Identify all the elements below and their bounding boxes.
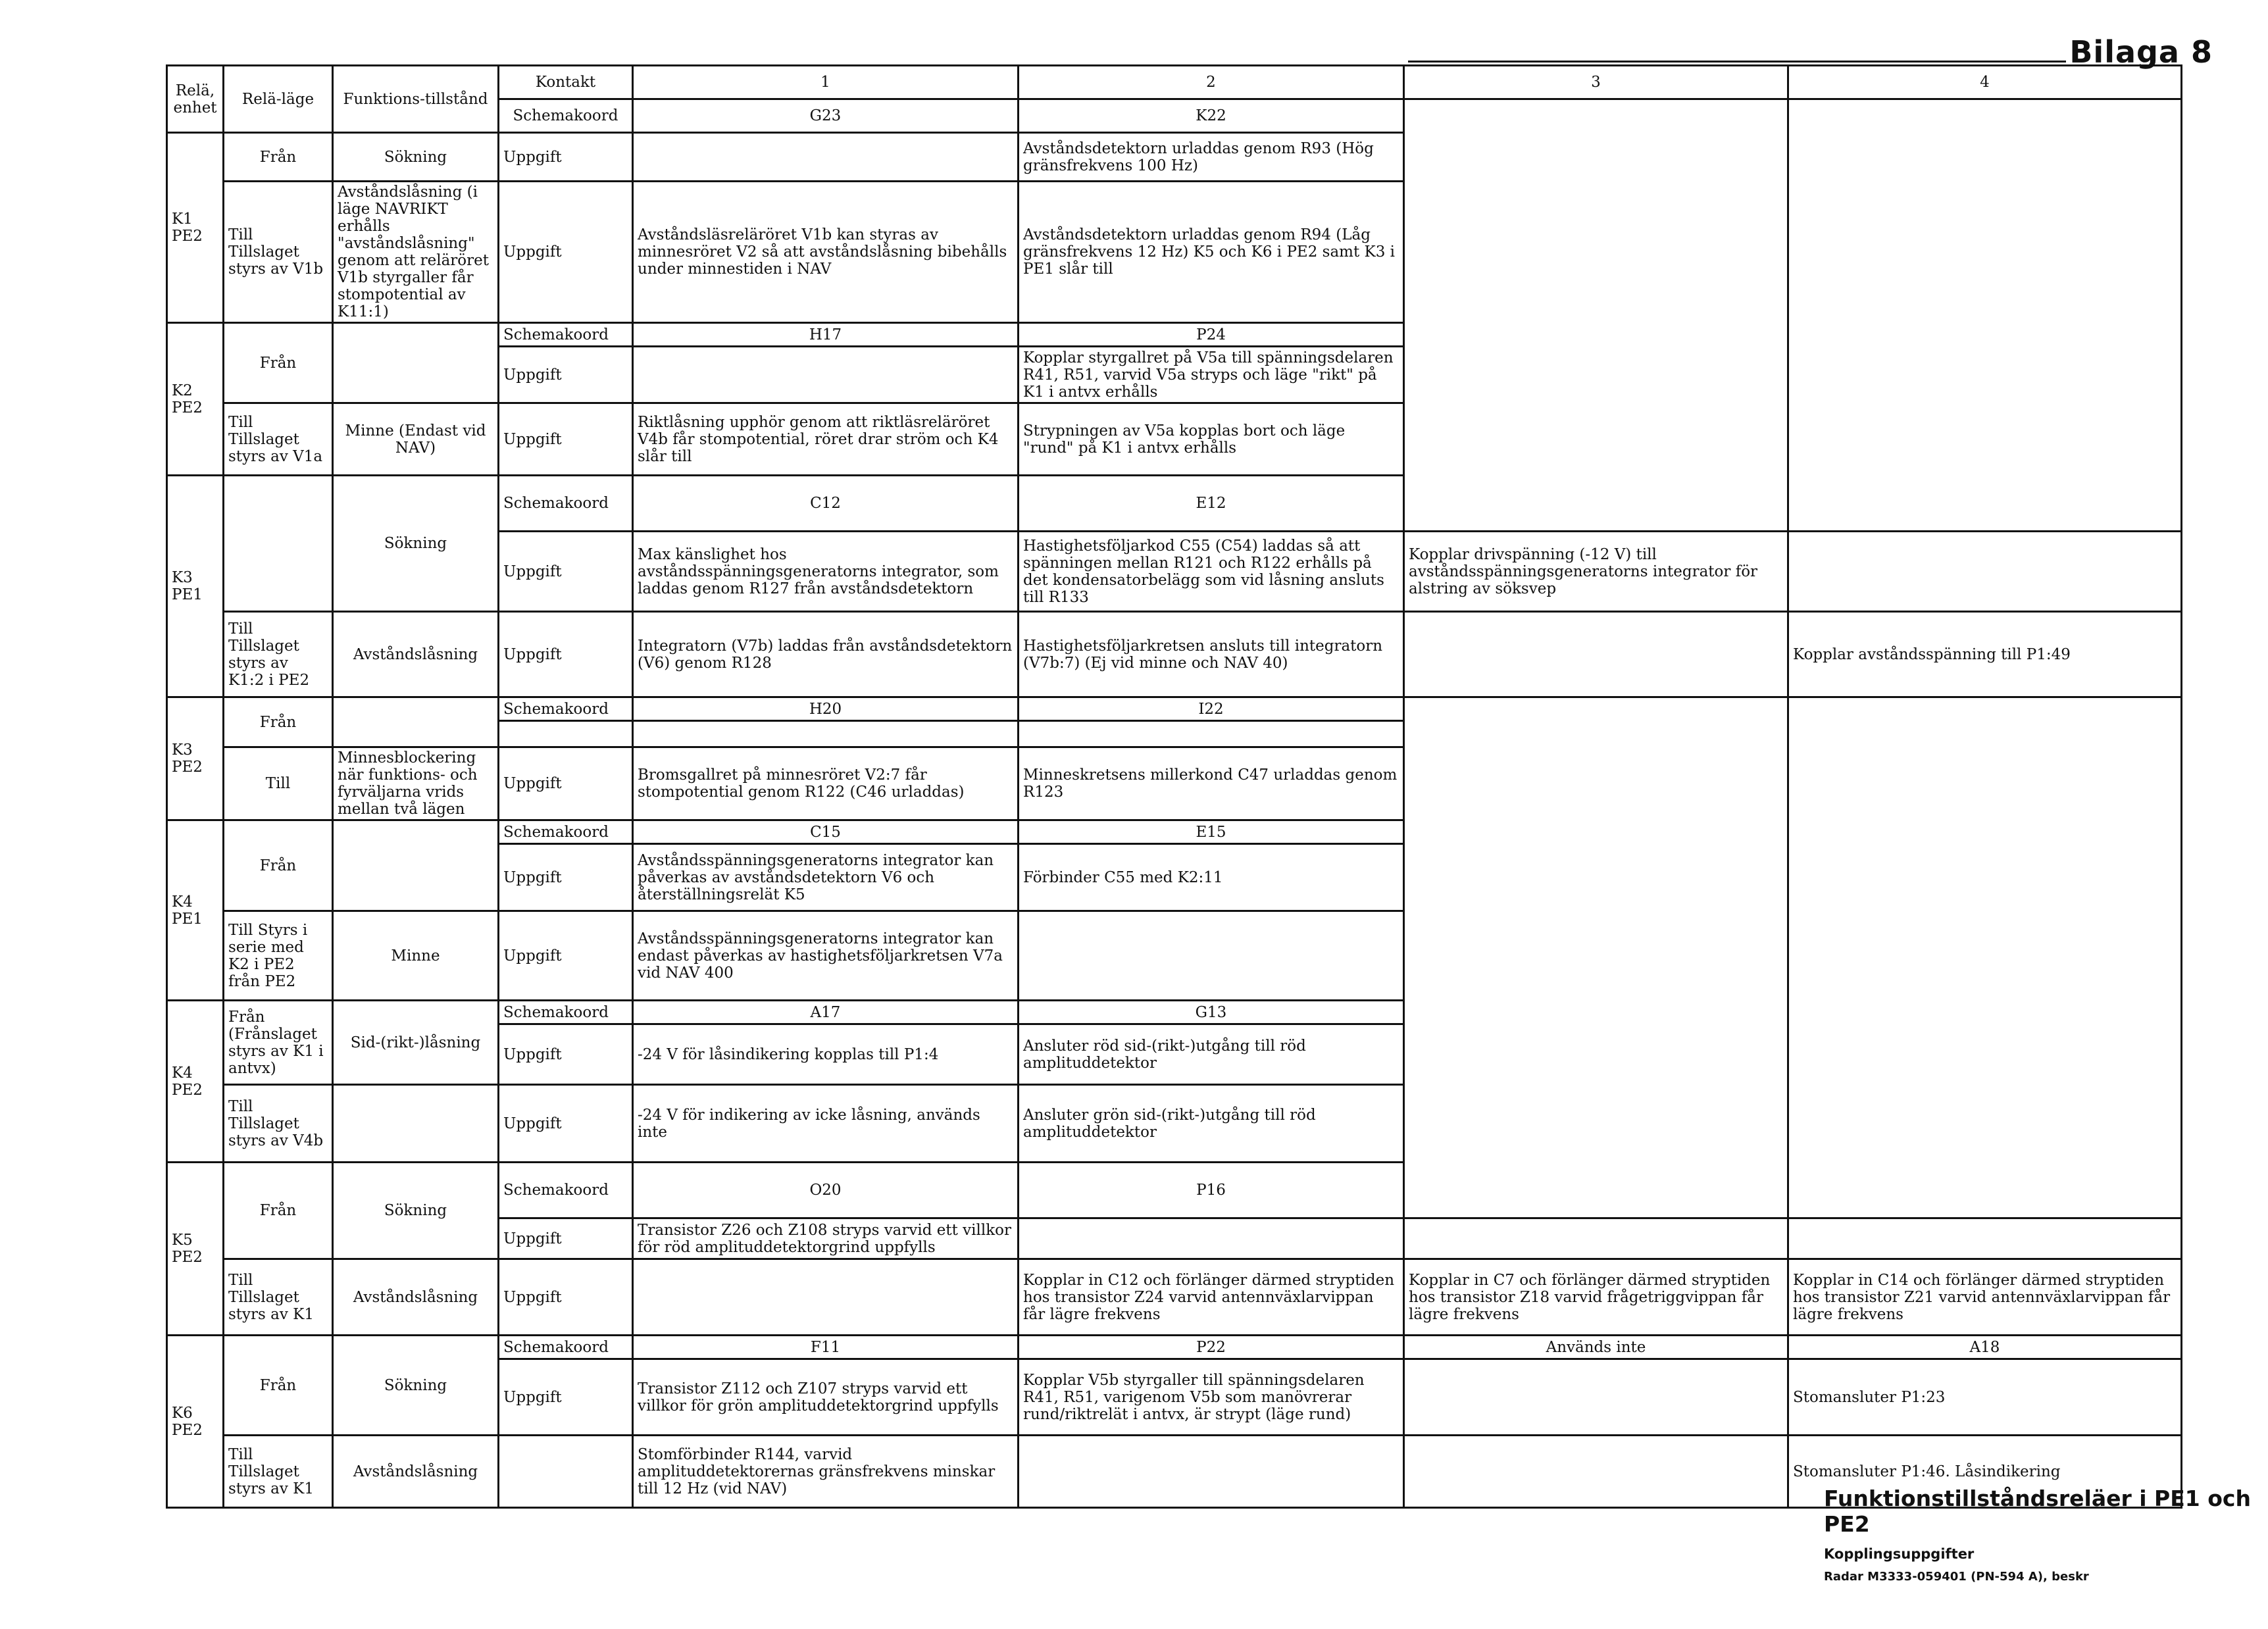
relay-table (166, 64, 2182, 1509)
k3pe2-row1-c1 (633, 721, 1019, 747)
k3pe1-row1-lage (224, 476, 333, 612)
k1-row1-kontakt: Uppgift (499, 133, 633, 182)
k5-row1-c2 (1019, 1218, 1404, 1259)
k4pe1-coord-2: E15 (1019, 820, 1404, 844)
k4pe2-row1-lage: Från (Frånslaget styrs av K1 i antvx) (224, 1001, 333, 1085)
k1-row1-funktion: Sökning (333, 133, 499, 182)
caption-subtitle: Kopplingsuppgifter (1824, 1546, 1975, 1562)
k3pe2-row1-lage: Från (224, 697, 333, 747)
k6-row2-lage: Till Tillslaget styrs av K1 (224, 1436, 333, 1508)
k4pe1-unit: K4 PE1 (167, 820, 224, 1001)
k6-row1-c4: Stomansluter P1:23 (1788, 1359, 2182, 1436)
caption-source: Radar M3333-059401 (PN-594 A), beskr (1824, 1570, 2089, 1584)
k1-row1-lage: Från (224, 133, 333, 182)
k4pe2-row1-c2: Ansluter röd sid-(rikt-)utgång till röd amplituddetektor (1019, 1024, 1404, 1085)
k1-row2-funktion: Avståndslåsning (i läge NAVRIKT erhålls "avståndslåsning" genom att reläröret V1b styrgaller får stompotential av K11:1) (333, 182, 499, 323)
header-kontakt: Kontakt (499, 66, 633, 99)
k1-row2-lage: Till Tillslaget styrs av V1b (224, 182, 333, 323)
k1-row2-c2: Avståndsdetektorn urladdas genom R94 (Låg gränsfrekvens 12 Hz) K5 och K6 i PE2 samt K3 i PE1 slår till (1019, 182, 1404, 323)
k4pe2-row2-kontakt: Uppgift (499, 1085, 633, 1163)
k3pe1-row1-c1: Max känslighet hos avståndsspänningsgeneratorns integrator, som laddas genom R127 från avståndsdetektorn (633, 532, 1019, 612)
k4pe1-row1-c1: Avståndsspänningsgeneratorns integrator kan påverkas av avståndsdetektorn V6 och återställningsrelät K5 (633, 844, 1019, 911)
k6-row2-funktion: Avståndslåsning (333, 1436, 499, 1508)
k1-coord-2: K22 (1019, 99, 1404, 133)
k1-coord-1: G23 (633, 99, 1019, 133)
k3pe1-coord-1: C12 (633, 476, 1019, 532)
k3pe1-row2-c3 (1404, 612, 1788, 697)
k3pe2-row1-funktion (333, 697, 499, 747)
k4pe2-row1-funktion: Sid-(rikt-)låsning (333, 1001, 499, 1085)
k3pe2-coord-row (167, 697, 2182, 721)
k4pe2-coord-1: A17 (633, 1001, 1019, 1024)
k2-row1-kontakt: Uppgift (499, 347, 633, 403)
k3pe2-coord-2: I22 (1019, 697, 1404, 721)
k4pe1-row2-funktion: Minne (333, 911, 499, 1001)
k3pe1-row2-c1: Integratorn (V7b) laddas från avståndsdetektorn (V6) genom R128 (633, 612, 1019, 697)
k5-coord-label: Schemakoord (499, 1163, 633, 1218)
k2-coord-1: H17 (633, 323, 1019, 347)
empty-block-a (1404, 99, 1788, 532)
k5-row2-lage: Till Tillslaget styrs av K1 (224, 1259, 333, 1336)
k5-row2-c1 (633, 1259, 1019, 1336)
k5-row1-kontakt: Uppgift (499, 1218, 633, 1259)
k5-row2-c3: Kopplar in C7 och förlänger därmed stryptiden hos transistor Z18 varvid frågetriggvippan får lägre frekvens (1404, 1259, 1788, 1336)
k1-row1-c1 (633, 133, 1019, 182)
k3pe1-coord-2: E12 (1019, 476, 1404, 532)
k3pe2-row1-kontakt (499, 721, 633, 747)
k6-coord-3: Används inte (1404, 1336, 1788, 1359)
k2-unit: K2 PE2 (167, 323, 224, 476)
k6-coord-4: A18 (1788, 1336, 2182, 1359)
k3pe1-row2-c4: Kopplar avståndsspänning till P1:49 (1788, 612, 2182, 697)
k4pe1-row1-funktion (333, 820, 499, 911)
k6-coord-label: Schemakoord (499, 1336, 633, 1359)
top-rule (1408, 61, 2066, 63)
k3pe1-row2-funktion: Avståndslåsning (333, 612, 499, 697)
k5-row2-funktion: Avståndslåsning (333, 1259, 499, 1336)
k3pe2-unit: K3 PE2 (167, 697, 224, 820)
k5-row-2 (167, 1259, 2182, 1336)
k3pe1-row1-c3: Kopplar drivspänning (-12 V) till avståndsspänningsgeneratorns integrator för alstring av söksvep (1404, 532, 1788, 612)
header-col-1: 1 (633, 66, 1019, 99)
empty-block-d (1788, 697, 2182, 1218)
k4pe1-row2-lage: Till Styrs i serie med K2 i PE2 från PE2 (224, 911, 333, 1001)
k2-row2-kontakt: Uppgift (499, 403, 633, 476)
k4pe2-row2-funktion (333, 1085, 499, 1163)
k3pe2-row2-lage: Till (224, 747, 333, 820)
k3pe1-row-2 (167, 612, 2182, 697)
k2-row2-c2: Strypningen av V5a kopplas bort och läge "rund" på K1 i antvx erhålls (1019, 403, 1404, 476)
k3pe2-row2-c2: Minneskretsens millerkond C47 urladdas genom R123 (1019, 747, 1404, 820)
k4pe1-row1-kontakt: Uppgift (499, 844, 633, 911)
k5-coord-2: P16 (1019, 1163, 1404, 1218)
k5-row1-c4 (1788, 1218, 2182, 1259)
k1-unit: K1 PE2 (167, 133, 224, 323)
k3pe2-row2-kontakt: Uppgift (499, 747, 633, 820)
k5-row1-c1: Transistor Z26 och Z108 stryps varvid ett villkor för röd amplituddetektorgrind uppfylls (633, 1218, 1019, 1259)
k1-row2-c1: Avståndsläsreläröret V1b kan styras av minnesröret V2 så att avståndslåsning bibehålls under minnestiden i NAV (633, 182, 1019, 323)
k2-row2-lage: Till Tillslaget styrs av V1a (224, 403, 333, 476)
k4pe1-row2-c2 (1019, 911, 1404, 1001)
k6-row2-c4: Stomansluter P1:46. Låsindikering (1788, 1436, 2182, 1508)
k6-row2-kontakt (499, 1436, 633, 1508)
k3pe2-coord-label: Schemakoord (499, 697, 633, 721)
k5-unit: K5 PE2 (167, 1163, 224, 1336)
k6-row1-kontakt: Uppgift (499, 1359, 633, 1436)
k4pe1-coord-1: C15 (633, 820, 1019, 844)
header-col-4: 4 (1788, 66, 2182, 99)
k4pe1-row2-kontakt: Uppgift (499, 911, 633, 1001)
header-rela-lage: Relä-läge (224, 66, 333, 133)
k1-row2-kontakt: Uppgift (499, 182, 633, 323)
k3pe1-unit: K3 PE1 (167, 476, 224, 697)
k3pe1-coord-label: Schemakoord (499, 476, 633, 532)
k3pe2-coord-1: H20 (633, 697, 1019, 721)
k3pe1-row2-lage: Till Tillslaget styrs av K1:2 i PE2 (224, 612, 333, 697)
k2-row1-c1 (633, 347, 1019, 403)
k5-coord-1: O20 (633, 1163, 1019, 1218)
k5-row1-c3 (1404, 1218, 1788, 1259)
caption-block (1824, 1486, 2268, 1584)
header-funktionstillstand: Funktions-tillstånd (333, 66, 499, 133)
sheet-label: Bilaga 8 (2069, 34, 2213, 70)
k6-row2-c2 (1019, 1436, 1404, 1508)
k6-coord-row (167, 1336, 2182, 1359)
k6-coord-2: P22 (1019, 1336, 1404, 1359)
k4pe2-row2-c1: -24 V för indikering av icke låsning, används inte (633, 1085, 1019, 1163)
k5-row2-c4: Kopplar in C14 och förlänger därmed stryptiden hos transistor Z21 varvid antennväxlarvippan får lägre frekvens (1788, 1259, 2182, 1336)
k6-coord-1: F11 (633, 1336, 1019, 1359)
k3pe2-row1-c2 (1019, 721, 1404, 747)
k4pe2-row2-c2: Ansluter grön sid-(rikt-)utgång till röd amplituddetektor (1019, 1085, 1404, 1163)
k4pe1-coord-label: Schemakoord (499, 820, 633, 844)
k3pe1-row2-kontakt: Uppgift (499, 612, 633, 697)
header-row-1 (167, 66, 2182, 99)
caption-title: Funktionstillståndsreläer i PE1 och PE2 (1824, 1486, 2251, 1537)
k2-row1-funktion (333, 323, 499, 403)
k3pe2-row2-funktion: Minnesblockering när funktions- och fyrväljarna vrids mellan två lägen (333, 747, 499, 820)
k2-coord-label: Schemakoord (499, 323, 633, 347)
k3pe1-row1-funktion: Sökning (333, 476, 499, 612)
k6-row1-funktion: Sökning (333, 1336, 499, 1436)
k6-row2-c3 (1404, 1436, 1788, 1508)
k5-row1-funktion: Sökning (333, 1163, 499, 1259)
k4pe2-row1-kontakt: Uppgift (499, 1024, 633, 1085)
k2-row2-funktion: Minne (Endast vid NAV) (333, 403, 499, 476)
k6-unit: K6 PE2 (167, 1336, 224, 1508)
k4pe1-row2-c1: Avståndsspänningsgeneratorns integrator kan endast påverkas av hastighetsföljarkretsen V7a vid NAV 400 (633, 911, 1019, 1001)
header-rela-enhet: Relä, enhet (167, 66, 224, 133)
k1-row1-c2: Avståndsdetektorn urladdas genom R93 (Hög gränsfrekvens 100 Hz) (1019, 133, 1404, 182)
k4pe2-row1-c1: -24 V för låsindikering kopplas till P1:4 (633, 1024, 1019, 1085)
k3pe1-row1-c4 (1788, 532, 2182, 612)
k4pe1-row1-c2: Förbinder C55 med K2:11 (1019, 844, 1404, 911)
k5-row2-kontakt: Uppgift (499, 1259, 633, 1336)
k5-row2-c2: Kopplar in C12 och förlänger därmed stryptiden hos transistor Z24 varvid antennväxlarvippan får lägre frekvens (1019, 1259, 1404, 1336)
k2-row1-lage: Från (224, 323, 333, 403)
k4pe2-coord-2: G13 (1019, 1001, 1404, 1024)
k5-row1-lage: Från (224, 1163, 333, 1259)
k6-row1-c1: Transistor Z112 och Z107 stryps varvid ett villkor för grön amplituddetektorgrind uppfylls (633, 1359, 1019, 1436)
header-schemakoord: Schemakoord (499, 99, 633, 133)
k3pe1-row2-c2: Hastighetsföljarkretsen ansluts till integratorn (V7b:7) (Ej vid minne och NAV 40) (1019, 612, 1404, 697)
empty-block-c (1404, 697, 1788, 1218)
k3pe1-row1-kontakt: Uppgift (499, 532, 633, 612)
k3pe2-row2-c1: Bromsgallret på minnesröret V2:7 får stompotential genom R122 (C46 urladdas) (633, 747, 1019, 820)
empty-block-b (1788, 99, 2182, 532)
header-col-3: 3 (1404, 66, 1788, 99)
k4pe1-row1-lage: Från (224, 820, 333, 911)
header-col-2: 2 (1019, 66, 1404, 99)
k3pe1-row1-c2: Hastighetsföljarkod C55 (C54) laddas så att spänningen mellan R121 och R122 erhålls på det kondensatorbelägg som vid låsning ansluts till R133 (1019, 532, 1404, 612)
k6-row1-lage: Från (224, 1336, 333, 1436)
k2-coord-2: P24 (1019, 323, 1404, 347)
k4pe2-unit: K4 PE2 (167, 1001, 224, 1163)
k2-row1-c2: Kopplar styrgallret på V5a till spänningsdelaren R41, R51, varvid V5a stryps och läge "rikt" på K1 i antvx erhålls (1019, 347, 1404, 403)
k6-row2-c1: Stomförbinder R144, varvid amplituddetektorernas gränsfrekvens minskar till 12 Hz (vid NAV) (633, 1436, 1019, 1508)
k6-row1-c2: Kopplar V5b styrgaller till spänningsdelaren R41, R51, varigenom V5b som manövrerar rund/riktrelät i antvx, är strypt (läge rund) (1019, 1359, 1404, 1436)
k6-row1-c3 (1404, 1359, 1788, 1436)
k2-row2-c1: Riktlåsning upphör genom att riktläsreläröret V4b får stompotential, röret drar ström och K4 slår till (633, 403, 1019, 476)
k4pe2-row2-lage: Till Tillslaget styrs av V4b (224, 1085, 333, 1163)
k4pe2-coord-label: Schemakoord (499, 1001, 633, 1024)
